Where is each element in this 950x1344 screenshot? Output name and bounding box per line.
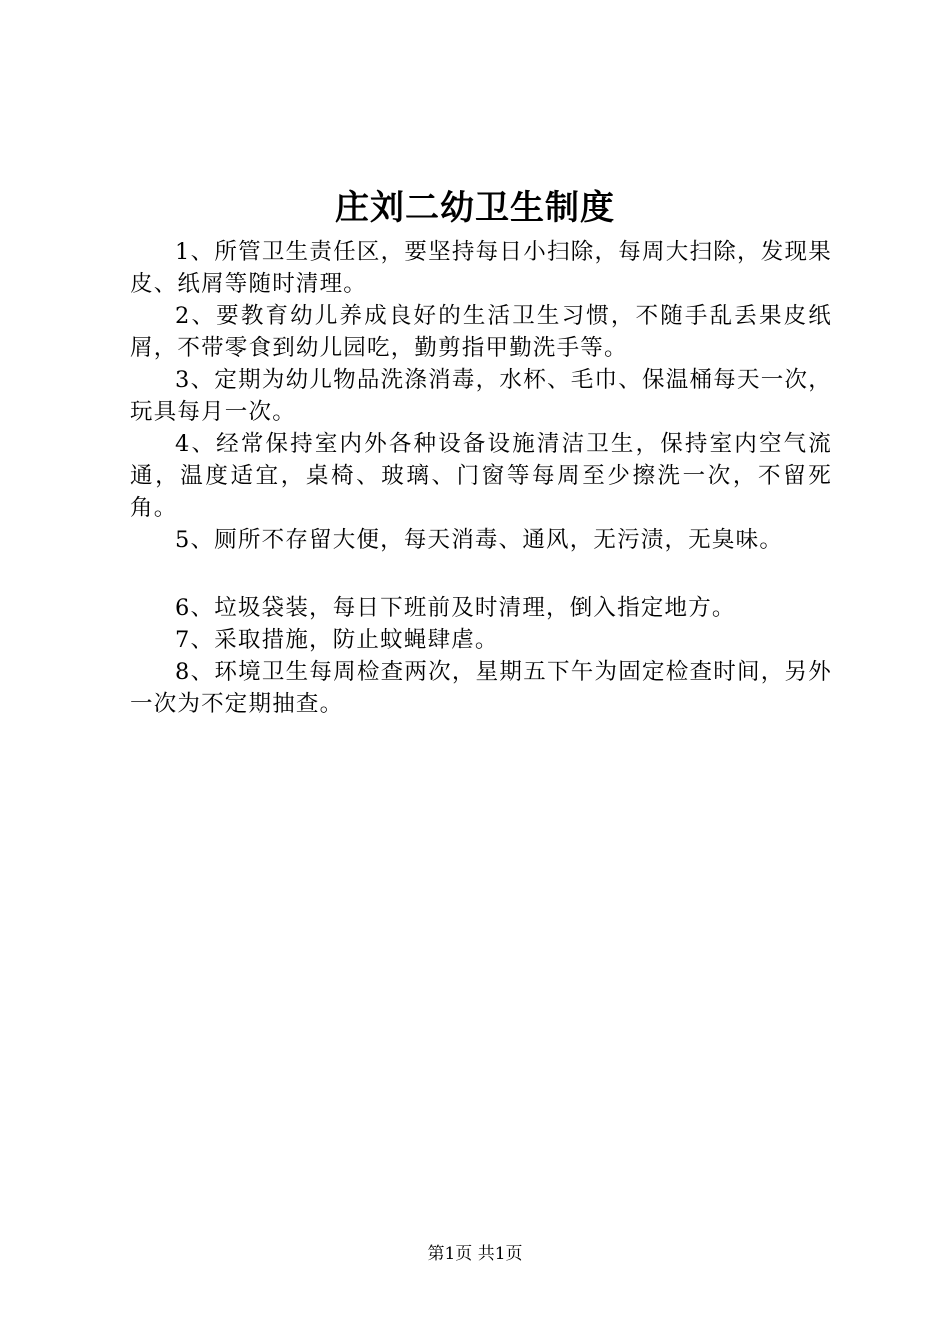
paragraph-7: 7、采取措施，防止蚊蝇肆虐。 [175, 627, 499, 653]
paragraph-4: 4、经常保持室内外各种设备设施清洁卫生，保持室内空气流通，温度适宜，桌椅、玻璃、门窗等每周至少擦洗一次，不留死角。 [130, 431, 832, 521]
document-body [130, 236, 832, 720]
paragraph-6: 6、垃圾袋装，每日下班前及时清理，倒入指定地方。 [175, 595, 736, 621]
document-title: 庄刘二幼卫生制度 [335, 188, 615, 228]
paragraph-1: 1、所管卫生责任区，要坚持每日小扫除，每周大扫除，发现果皮、纸屑等随时清理。 [130, 239, 832, 297]
page-number-footer: 第1页 共1页 [427, 1244, 523, 1264]
paragraph-8: 8、环境卫生每周检查两次，星期五下午为固定检查时间，另外一次为不定期抽查。 [130, 659, 832, 717]
paragraph-2: 2、要教育幼儿养成良好的生活卫生习惯，不随手乱丢果皮纸屑，不带零食到幼儿园吃，勤剪指甲勤洗手等。 [130, 303, 832, 361]
paragraph-3: 3、定期为幼儿物品洗涤消毒，水杯、毛巾、保温桶每天一次，玩具每月一次。 [130, 367, 832, 425]
paragraph-5: 5、厕所不存留大便，每天消毒、通风，无污渍，无臭味。 [175, 527, 784, 553]
